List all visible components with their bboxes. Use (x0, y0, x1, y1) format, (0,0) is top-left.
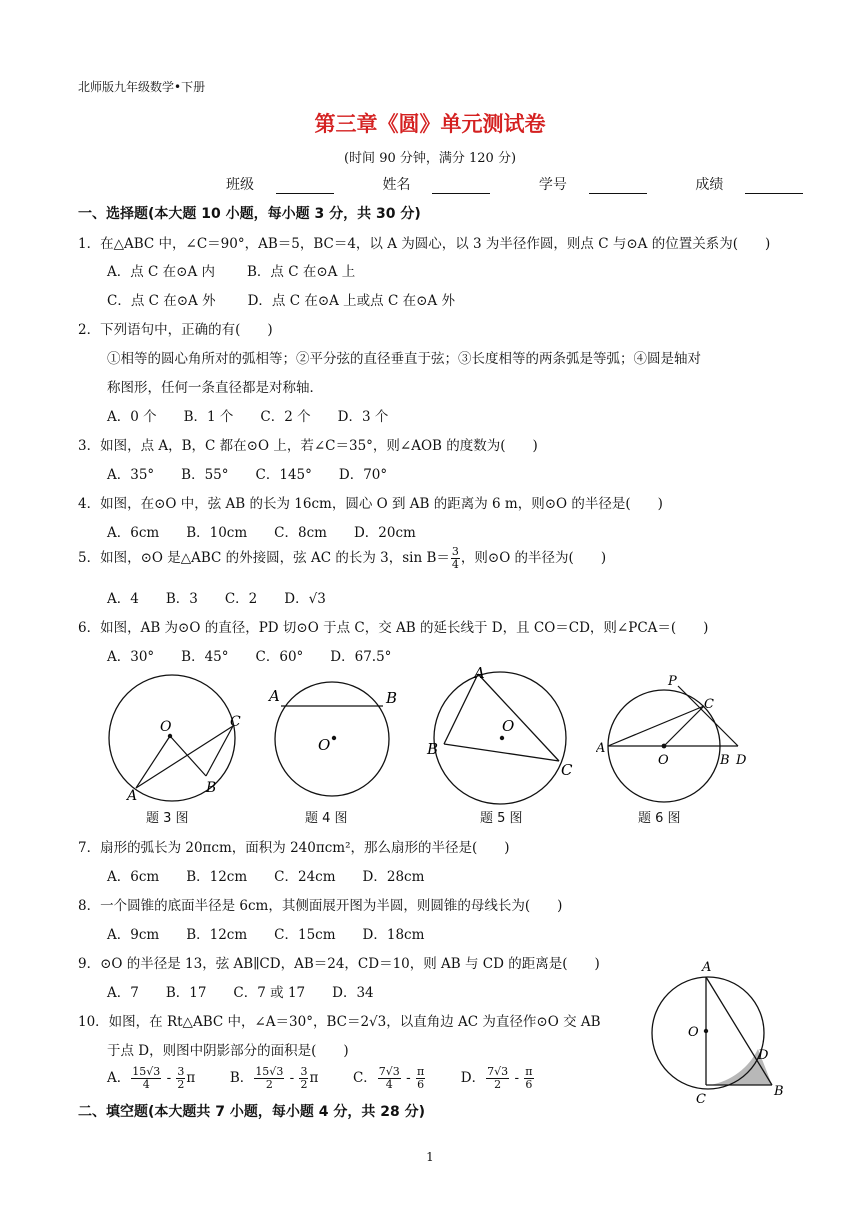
q1-option-c: C．点 C 在⊙A 外 (107, 293, 216, 309)
question-7-options: A．6cm B．12cm C．24cm D．28cm (107, 869, 425, 885)
question-9: 9．⊙O 的半径是 13，弦 AB∥CD，AB＝24，CD＝10，则 AB 与 CD 的距离是( ) (78, 956, 600, 972)
fig5-label-b: B (427, 740, 439, 758)
caption-fig-4: 题 4 图 (305, 811, 348, 826)
question-4: 4．如图，在⊙O 中，弦 AB 的长为 16cm，圆心 O 到 AB 的距离为 6 m，则⊙O 的半径是( ) (78, 496, 663, 512)
fig10-label-b: B (774, 1084, 784, 1099)
fig6-label-o: O (658, 753, 669, 768)
q1-option-d: D．点 C 在⊙A 上或点 C 在⊙A 外 (247, 293, 455, 309)
figure-6 (596, 668, 756, 804)
info-id: 学号 (539, 174, 669, 194)
figure-3 (100, 668, 250, 804)
question-5: 5．如图，⊙O 是△ABC 的外接圆，弦 AC 的长为 3，sin B＝ $\frac{3}{4}$ ，则⊙O 的半径为( ) (78, 545, 607, 571)
question-3: 3．如图，点 A，B，C 都在⊙O 上，若∠C＝35°，则∠AOB 的度数为( ) (78, 438, 538, 454)
fig3-label-o: O (160, 719, 172, 735)
fig6-label-a: A (596, 741, 606, 756)
info-class: 班级 (226, 174, 356, 194)
fig10-label-o: O (688, 1025, 699, 1040)
caption-fig-6: 题 6 图 (638, 811, 681, 826)
question-2-options: A．0 个 B．1 个 C．2 个 D．3 个 (107, 409, 389, 425)
question-10-line1: 10．如图，在 Rt△ABC 中，∠A＝30°，BC＝2√3，以直角边 AC 为直径作⊙O 交 AB (78, 1014, 601, 1030)
question-10-line2: 于点 D，则图中阴影部分的面积是( ) (107, 1043, 349, 1059)
section-heading-choice: 一、选择题(本大题 10 小题，每小题 3 分，共 30 分) (78, 206, 421, 222)
section-heading-fill-blank: 二、填空题(本大题共 7 小题，每小题 4 分，共 28 分) (78, 1104, 426, 1120)
question-9-options: A．7 B．17 C．7 或 17 D．34 (107, 985, 374, 1001)
figure-5 (420, 664, 590, 806)
fig5-label-c: C (561, 761, 573, 779)
fig5-label-a: A (474, 664, 485, 682)
q10-option-b: B． $\frac{15√3}{2}$ - $\frac{3}{2}$ π (229, 1065, 319, 1091)
question-2-statements-1: ①相等的圆心角所对的弧相等；②平分弦的直径垂直于弦；③长度相等的两条弧是等弧；④圆是轴对 (107, 351, 701, 367)
page-number: 1 (426, 1150, 434, 1164)
fig10-label-d: D (758, 1048, 769, 1063)
q10-option-d: D． $\frac{7√3}{2}$ - $\frac{\pi}{6}$ (460, 1065, 533, 1091)
question-1-options-row2 (107, 289, 455, 309)
page-title: 第三章《圆》单元测试卷 (314, 112, 546, 136)
exam-subtitle: (时间 90 分钟，满分 120 分) (343, 151, 517, 166)
q10-option-a: A． $\frac{15√3}{4}$ - $\frac{3}{2}$ π (107, 1065, 196, 1091)
question-10-options (107, 1066, 535, 1091)
fig4-label-o: O (318, 736, 331, 754)
info-score: 成绩 (695, 174, 825, 194)
question-6: 6．如图，AB 为⊙O 的直径，PD 切⊙O 于点 C，交 AB 的延长线于 D，且 CO＝CD，则∠PCA＝( ) (78, 620, 709, 636)
q1-option-b: B．点 C 在⊙A 上 (247, 264, 356, 280)
fig3-label-a: A (127, 788, 138, 804)
fig4-label-b: B (386, 689, 398, 707)
q1-option-a: A．点 C 在⊙A 内 (107, 264, 216, 280)
q10-option-c: C． $\frac{7√3}{4}$ - $\frac{\pi}{6}$ (352, 1065, 425, 1091)
fig3-label-c: C (230, 714, 241, 730)
question-8: 8．一个圆锥的底面半径是 6cm，其侧面展开图为半圆，则圆锥的母线长为( ) (78, 898, 563, 914)
question-4-options: A．6cm B．10cm C．8cm D．20cm (107, 525, 416, 541)
figure-4 (262, 680, 412, 804)
question-1-options-row1 (107, 260, 355, 280)
question-2-statements-2: 称图形，任何一条直径都是对称轴． (107, 380, 323, 396)
figure-10 (640, 955, 790, 1107)
question-3-options: A．35° B．55° C．145° D．70° (107, 467, 388, 483)
question-1: 1．在△ABC 中，∠C＝90°，AB＝5，BC＝4，以 A 为圆心，以 3 为半径作圆，则点 C 与⊙A 的位置关系为( ) (78, 236, 771, 252)
question-6-options: A．30° B．45° C．60° D．67.5° (107, 649, 392, 665)
fig6-label-p: P (668, 674, 677, 689)
fig4-label-a: A (269, 687, 280, 705)
question-2: 2．下列语句中，正确的有( ) (78, 322, 273, 338)
question-7: 7．扇形的弧长为 20πcm，面积为 240πcm²，那么扇形的半径是( ) (78, 840, 510, 856)
fig5-label-o: O (502, 717, 515, 735)
fig6-label-d: D (736, 753, 747, 768)
fig3-label-b: B (206, 780, 217, 796)
question-5-options: A．4 B．3 C．2 D．√3 (107, 591, 326, 607)
sinb-fraction: $\frac{3}{4}$ (451, 545, 459, 571)
fig6-label-b: B (720, 753, 730, 768)
fig10-label-a: A (702, 960, 712, 975)
caption-fig-3: 题 3 图 (146, 811, 189, 826)
caption-fig-5: 题 5 图 (480, 811, 523, 826)
fig6-label-c: C (704, 697, 714, 712)
question-8-options: A．9cm B．12cm C．15cm D．18cm (107, 927, 425, 943)
info-name: 姓名 (382, 174, 512, 194)
student-info-line (226, 174, 847, 194)
fig10-label-c: C (696, 1092, 706, 1107)
running-header: 北师版九年级数学•下册 (78, 80, 206, 94)
